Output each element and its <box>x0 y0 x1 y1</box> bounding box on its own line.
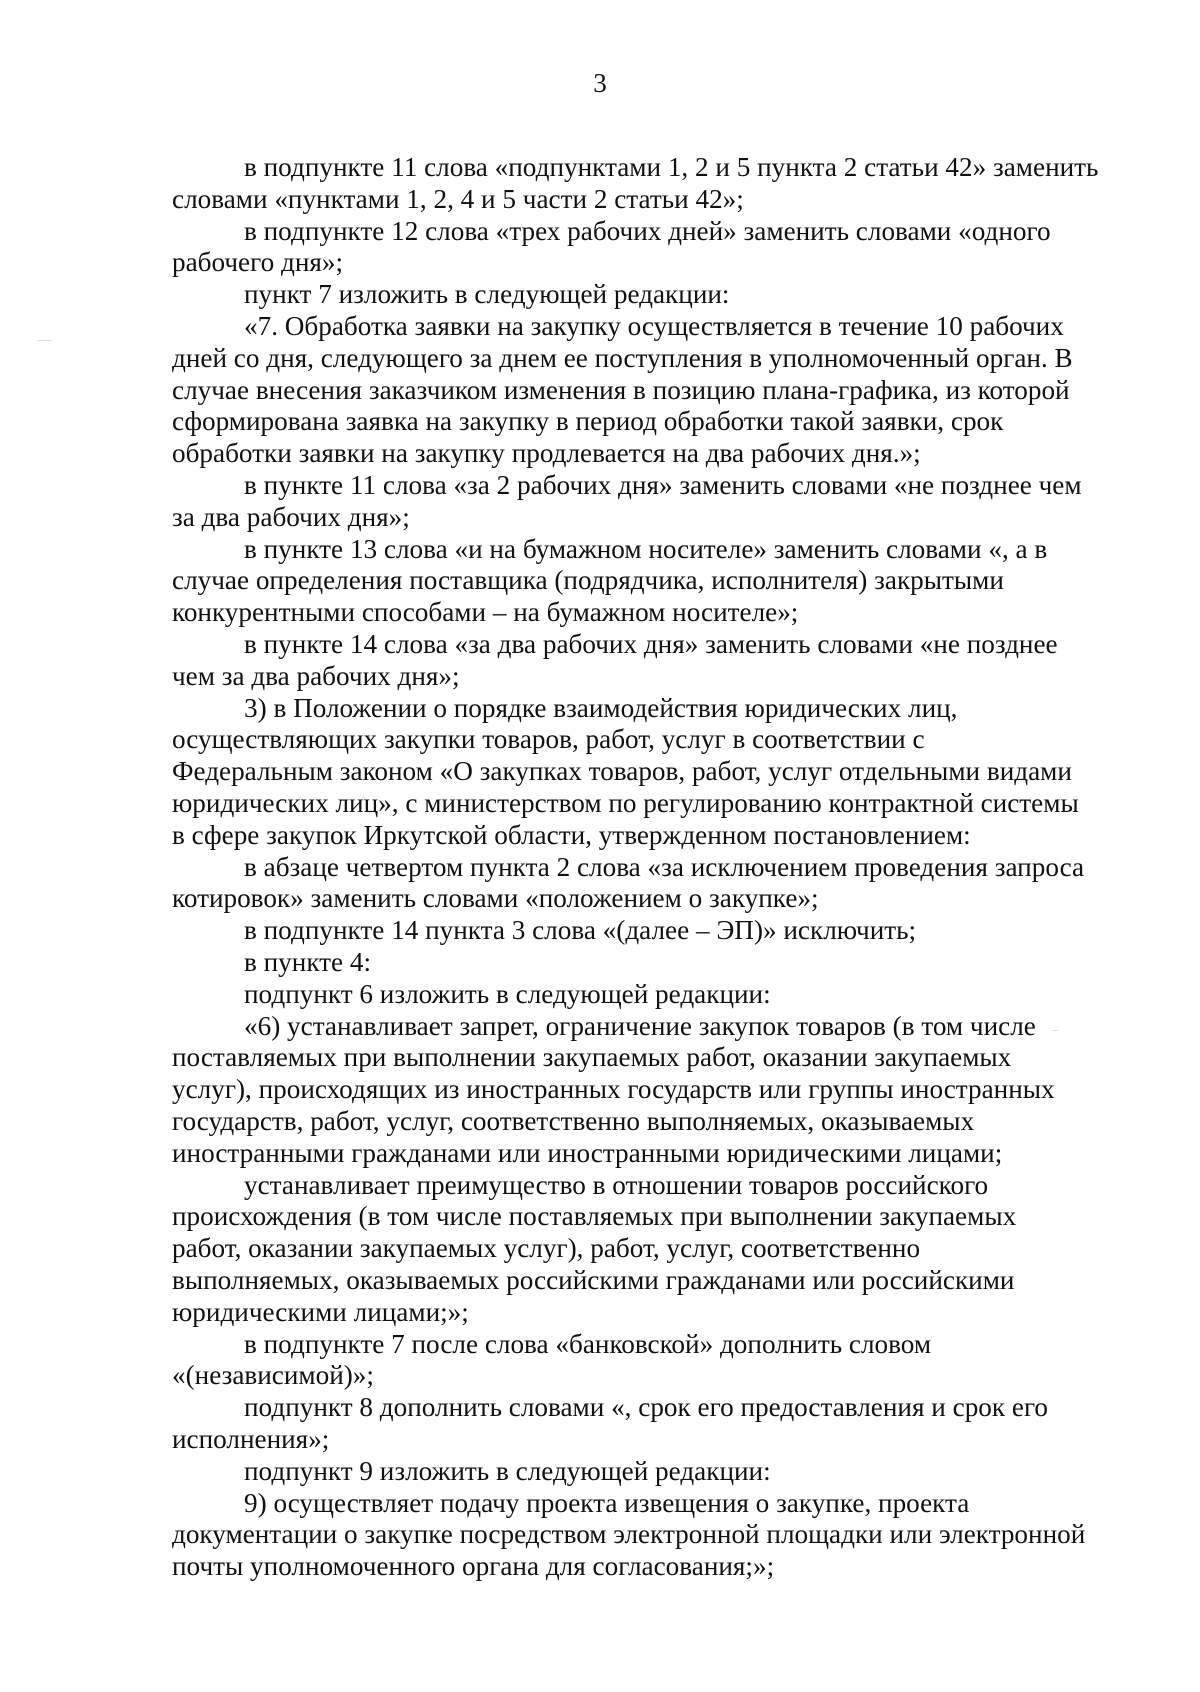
paragraph: в подпункте 7 после слова «банковской» дополнить словом «(независимой)»; <box>172 1328 932 1391</box>
paragraph: в пункте 11 слова «за 2 рабочих дня» заменить словами «не позднее чем за два рабочих дня»; <box>172 469 1082 532</box>
paragraph: в абзаце четвертом пункта 2 слова «за исключением проведения запроса котировок» заменить словами «положением о закупке»; <box>172 851 1085 914</box>
paragraph: «6) устанавливает запрет, ограничение закупок товаров (в том числе поставляемых при выполнении закупаемых работ, оказании закупаемых услуг), происходящих из иностранных государств или группы иностранных государств, работ, услуг, соответственно выполняемых, оказываемых иностранными гражданами или иностранными юридическими лицами; <box>172 1010 1055 1168</box>
paragraph: в подпункте 11 слова «подпунктами 1, 2 и 5 пункта 2 статьи 42» заменить словами «пунктами 1, 2, 4 и 5 части 2 статьи 42»; <box>172 152 1099 214</box>
scan-artifact <box>38 340 52 341</box>
paragraph: в подпункте 12 слова «трех рабочих дней» заменить словами «одного рабочего дня»; <box>172 215 1051 278</box>
paragraph: пункт 7 изложить в следующей редакции: <box>244 279 730 310</box>
paragraph: в пункте 4: <box>244 946 372 977</box>
paragraph: «7. Обработка заявки на закупку осуществляется в течение 10 рабочих дней со дня, следующего за днем ее поступления в уполномоченный орган. В случае внесения заказчиком изменения в позицию плана-графика, из которой сформирована заявка на закупку в период обработки такой заявки, срок обработки заявки на закупку продлевается на два рабочих дня.»; <box>172 310 1073 469</box>
paragraph: в пункте 13 слова «и на бумажном носителе» заменить словами «, а в случае определения поставщика (подрядчика, исполнителя) закрытыми конкурентными способами – на бумажном носителе»; <box>172 533 1048 628</box>
paragraph: в пункте 14 слова «за два рабочих дня» заменить словами «не позднее чем за два рабочих дня»; <box>172 628 1058 691</box>
paragraph: в подпункте 14 пункта 3 слова «(далее – ЭП)» исключить; <box>244 915 917 946</box>
paragraph: 9) осуществляет подачу проекта извещения о закупке, проекта документации о закупке посредством электронной площадки или электронной почты уполномоченного органа для согласования;»; <box>172 1487 1086 1582</box>
paragraph: 3) в Положении о порядке взаимодействия юридических лиц, осуществляющих закупки товаров, работ, услуг в соответствии с Федеральным законом «О закупках товаров, работ, услуг отдельными видами юридических лиц», с министерством по регулированию контрактной системы в сфере закупок Иркутской области, утвержденном постановлением: <box>172 692 1079 850</box>
document-body <box>172 152 1122 1583</box>
page-number: 3 <box>593 68 607 98</box>
paragraph: подпункт 8 дополнить словами «, срок его предоставления и срок его исполнения»; <box>172 1392 1049 1454</box>
paragraph: устанавливает преимущество в отношении товаров российского происхождения (в том числе поставляемых при выполнении закупаемых работ, оказании закупаемых услуг), работ, услуг, соответственно выполняемых, оказываемых российскими гражданами или российскими юридическими лицами;»; <box>172 1169 1017 1327</box>
paragraph: подпункт 6 изложить в следующей редакции: <box>244 978 771 1009</box>
paragraph: подпункт 9 изложить в следующей редакции: <box>244 1455 771 1486</box>
